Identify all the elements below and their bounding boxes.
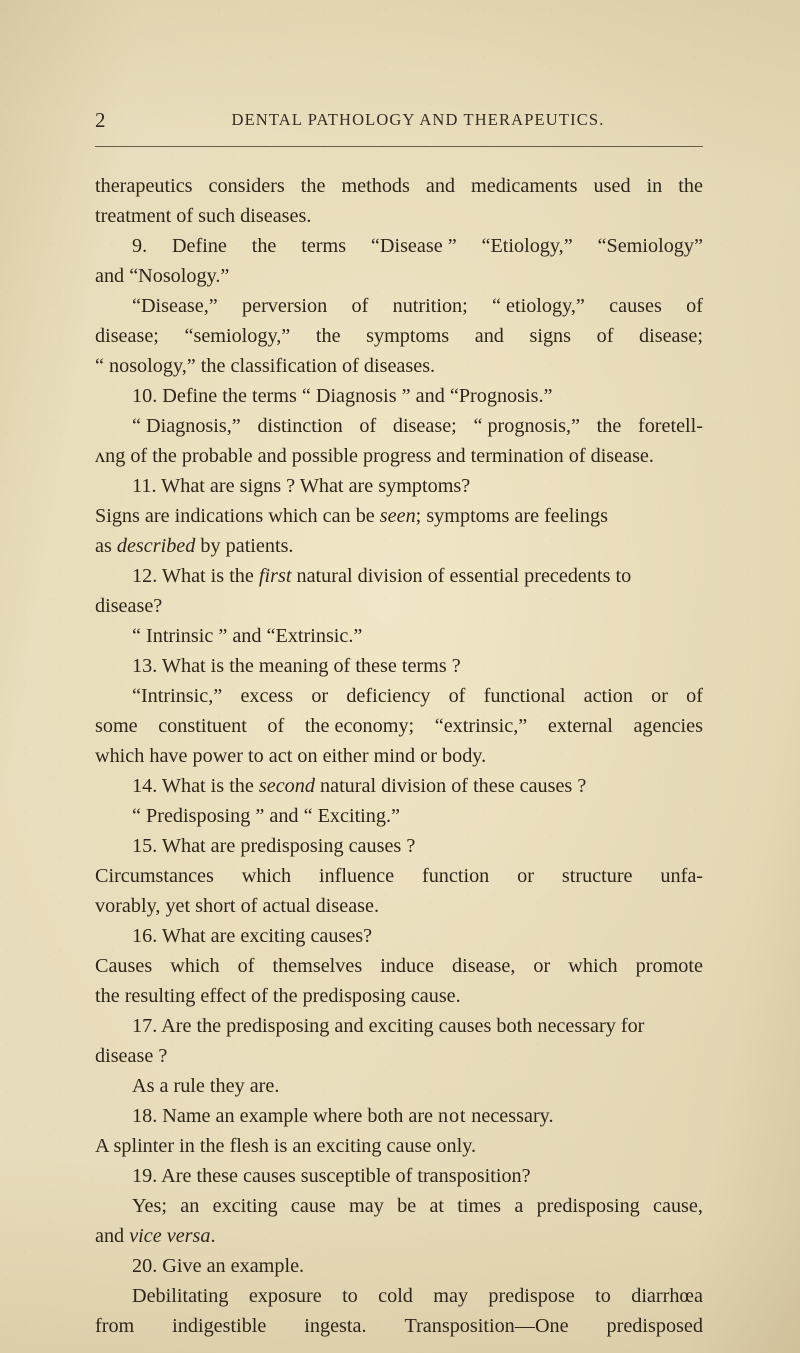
line-word: deficiency (346, 685, 431, 707)
line-word: perversion (242, 295, 328, 317)
line-word: the (315, 325, 341, 347)
line-word: therapeutics (95, 175, 193, 197)
line-text: natural division of these causes ? (314, 775, 587, 797)
line-word: the (300, 175, 326, 197)
line-word: of (359, 415, 377, 437)
text-line (95, 411, 703, 441)
line-word: or (533, 955, 551, 977)
text-line: which have power to act on either mind or body. (95, 745, 487, 767)
line-word: function (421, 865, 490, 887)
line-text: Signs are indications which can be (95, 505, 380, 527)
text-line: ʌng of the probable and possible progress and termination of disease. (95, 445, 654, 467)
line-word: foretell- (637, 415, 703, 437)
text-line (95, 771, 703, 801)
text-line (95, 321, 703, 351)
line-word: or (311, 685, 329, 707)
line-word: excess (240, 685, 294, 707)
line-word: predisposing (536, 1195, 640, 1217)
line-word: at (429, 1195, 445, 1217)
line-word: 9. (132, 235, 148, 257)
line-word: the (596, 415, 622, 437)
header-rule (95, 146, 703, 147)
text-line: disease? (95, 595, 163, 617)
line-word: disease; (639, 325, 703, 347)
line-word: disease; (392, 415, 457, 437)
emphasis-italic: first (258, 565, 292, 587)
text-line: 11. What are signs ? What are symptoms? (132, 475, 471, 497)
text-line: the resulting effect of the predisposing cause. (95, 985, 461, 1007)
line-word: cause (290, 1195, 336, 1217)
line-word: predisposed (606, 1315, 703, 1337)
line-word: and (425, 175, 456, 197)
line-word: ingesta. (304, 1315, 367, 1337)
line-text: and (95, 1225, 130, 1247)
page-number: 2 (95, 108, 106, 132)
line-word: indigestible (172, 1315, 267, 1337)
line-word: unfa- (660, 865, 703, 887)
line-word: of (596, 325, 614, 347)
line-word: promote (635, 955, 703, 977)
text-line: 20. Give an example. (132, 1255, 305, 1277)
text-line: “ Predisposing ” and “ Exciting.” (132, 805, 400, 827)
line-word: from (95, 1315, 135, 1337)
line-word: may (349, 1195, 384, 1217)
text-line (95, 681, 703, 711)
line-word: disease; (95, 325, 159, 347)
line-word: to (595, 1285, 611, 1307)
text-line: 16. What are exciting causes? (132, 925, 373, 947)
line-word: of (686, 685, 703, 707)
line-word: “ prognosis,” (473, 415, 580, 437)
line-word: considers (208, 175, 285, 197)
line-text: . (210, 1225, 216, 1247)
line-word: “Etiology,” (481, 235, 573, 257)
line-word: structure (561, 865, 633, 887)
line-word: some (95, 715, 138, 737)
line-word: Yes; (132, 1195, 167, 1217)
line-word: which (170, 955, 220, 977)
line-word: predispose (488, 1285, 575, 1307)
line-word: in (646, 175, 663, 197)
text-line: A splinter in the flesh is an exciting cause only. (95, 1135, 477, 1157)
line-word: induce (380, 955, 435, 977)
text-line: 17. Are the predisposing and exciting causes both necessary for (132, 1015, 645, 1037)
text-line: vorably, yet short of actual disease. (95, 895, 380, 917)
line-word: may (433, 1285, 469, 1307)
line-word: used (593, 175, 631, 197)
text-line (95, 1191, 703, 1221)
line-word: Transposition—One (404, 1315, 569, 1337)
line-word: exciting (212, 1195, 278, 1217)
line-word: which (568, 955, 618, 977)
line-text: natural division of essential precedents to (291, 565, 632, 587)
text-line: “ Intrinsic ” and “Extrinsic.” (132, 625, 363, 647)
line-word: influence (318, 865, 395, 887)
emphasis-italic: vice versa (129, 1225, 211, 1247)
text-line (95, 171, 703, 201)
line-word: distinction (257, 415, 343, 437)
line-word: Define (171, 235, 227, 257)
line-word: or (651, 685, 668, 707)
text-line: disease ? (95, 1045, 168, 1067)
text-line (95, 711, 703, 741)
line-word: the (678, 175, 703, 197)
line-word: to (342, 1285, 358, 1307)
line-word: of (448, 685, 466, 707)
line-word: medicaments (471, 175, 578, 197)
text-line: “ nosology,” the classification of diseases. (95, 355, 436, 377)
line-word: which (241, 865, 292, 887)
line-word: methods (341, 175, 410, 197)
emphasis-italic: seen (379, 505, 416, 527)
line-word: be (397, 1195, 417, 1217)
line-word: “Semiology” (597, 235, 703, 257)
text-line: 15. What are predisposing causes ? (132, 835, 416, 857)
text-line (95, 231, 703, 261)
text-line (95, 1101, 703, 1131)
line-word: a (514, 1195, 524, 1217)
line-word: an (180, 1195, 200, 1217)
text-line (95, 531, 703, 561)
text-line (95, 1281, 703, 1311)
line-word: symptoms (366, 325, 450, 347)
line-word: exposure (248, 1285, 322, 1307)
text-line (95, 291, 703, 321)
running-head-title: DENTAL PATHOLOGY AND THERAPEUTICS. (231, 110, 605, 129)
line-word: of (237, 955, 255, 977)
text-line: 13. What is the meaning of these terms ? (132, 655, 461, 677)
line-word: functional (483, 685, 566, 707)
text-line (95, 861, 703, 891)
line-text: 18. Name an example where both are (132, 1105, 439, 1127)
line-text: 14. What is the (132, 775, 259, 797)
line-word: cause, (653, 1195, 703, 1217)
line-word: “Disease ” (370, 235, 457, 257)
line-word: nutrition; (392, 295, 468, 317)
line-word: constituent (158, 715, 247, 737)
line-word: “extrinsic,” (434, 715, 528, 737)
line-text: by patients. (195, 535, 294, 557)
text-line: As a rule they are. (132, 1075, 280, 1097)
line-word: causes (609, 295, 662, 317)
line-word: “semiology,” (184, 325, 291, 347)
line-word: diarrhœa (631, 1285, 703, 1307)
line-word: external (547, 715, 613, 737)
body-text (95, 171, 703, 1341)
line-text: necessary. (466, 1105, 554, 1127)
line-text: as (95, 535, 117, 557)
text-line (95, 501, 703, 531)
line-text: ; symptoms are feelings (415, 505, 608, 527)
line-word: terms (301, 235, 347, 257)
line-word: action (583, 685, 633, 707)
line-word: Debilitating (132, 1285, 229, 1307)
line-word: “ etiology,” (492, 295, 585, 317)
text-line: treatment of such diseases. (95, 205, 312, 227)
text-line (95, 1311, 703, 1341)
text-line (95, 1221, 703, 1251)
running-head (95, 108, 703, 132)
line-word: of (267, 715, 285, 737)
line-word: Causes (95, 955, 153, 977)
text-line: 10. Define the terms “ Diagnosis ” and “Prognosis.” (132, 385, 553, 407)
text-line (95, 561, 703, 591)
line-word: “ Diagnosis,” (132, 415, 241, 437)
line-word: signs (529, 325, 572, 347)
line-word: of (686, 295, 703, 317)
emphasis-italic: second (258, 775, 315, 797)
line-word: disease, (452, 955, 516, 977)
line-word: cold (378, 1285, 413, 1307)
line-word: times (457, 1195, 502, 1217)
line-word: agencies (633, 715, 703, 737)
emphasis-spaced: not (438, 1105, 467, 1127)
line-word: and (474, 325, 504, 347)
line-word: or (517, 865, 534, 887)
line-word: themselves (272, 955, 363, 977)
text-line: 19. Are these causes susceptible of transposition? (132, 1165, 531, 1187)
emphasis-italic: described (116, 535, 196, 557)
line-word: Circumstances (95, 865, 214, 887)
text-line (95, 951, 703, 981)
line-word: of (351, 295, 369, 317)
line-word: the economy; (304, 715, 415, 737)
line-word: “Intrinsic,” (132, 685, 223, 707)
line-text: 12. What is the (132, 565, 259, 587)
text-line: and “Nosology.” (95, 265, 230, 287)
line-word: “Disease,” (132, 295, 218, 317)
line-word: the (251, 235, 277, 257)
